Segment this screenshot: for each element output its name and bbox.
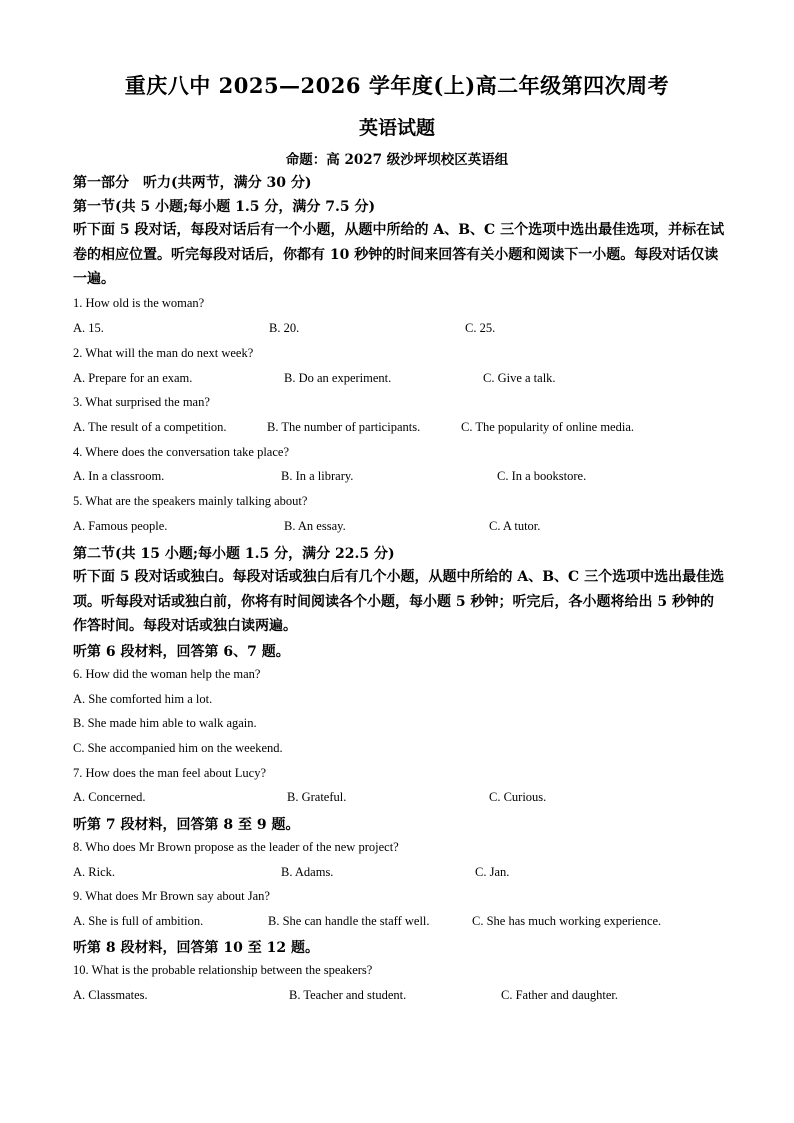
exam-subtitle: 英语试题 [358, 117, 435, 139]
q3-option-b: B. The number of participants. [267, 420, 421, 434]
exam-author: 命题：高 2027 级沙坪坝校区英语组 [285, 152, 509, 168]
part1-heading: 第一部分 听力(共两节，满分 30 分) [73, 175, 312, 191]
q9-option-a: A. She is full of ambition. [73, 914, 204, 928]
q8-option-a: A. Rick. [73, 865, 116, 879]
group-6-heading: 听第 6 段材料，回答第 6、7 题。 [73, 644, 290, 660]
q1-option-a: A. 15. [73, 321, 104, 335]
q7-option-b: B. Grateful. [287, 790, 347, 804]
q10-option-b: B. Teacher and student. [289, 988, 407, 1002]
group-7-heading: 听第 7 段材料，回答第 8 至 9 题。 [73, 817, 300, 833]
q4-option-b: B. In a library. [281, 469, 354, 483]
section1-instructions: 听下面 5 段对话，每段对话后有一个小题，从题中所给的 A、B、C 三个选项中选出最佳选项，并标在试卷的相应位置。听完每段对话后，你都有 10 秒钟的时间来回答有关小题和阅读下一小题。每段对话仅读一遍。 [73, 222, 725, 287]
q1-option-c: C. 25. [465, 321, 496, 335]
question-3: 3. What surprised the man? [73, 395, 210, 409]
q9-option-b: B. She can handle the staff well. [268, 914, 430, 928]
question-1: 1. How old is the woman? [73, 296, 205, 310]
q1-option-b: B. 20. [269, 321, 300, 335]
q6-option-b: B. She made him able to walk again. [73, 716, 257, 730]
q5-option-b: B. An essay. [284, 519, 346, 533]
q6-option-a: A. She comforted him a lot. [73, 692, 213, 706]
q2-option-a: A. Prepare for an exam. [73, 371, 193, 385]
q2-option-b: B. Do an experiment. [284, 371, 392, 385]
section2-instructions: 听下面 5 段对话或独白。每段对话或独白后有几个小题，从题中所给的 A、B、C 三个选项中选出最佳选项。听每段对话或独白前，你将有时间阅读各个小题，每小题 5 秒钟；听完后，各小题将给出 5 秒钟的作答时间。每段对话或独白读两遍。 [73, 569, 725, 634]
q6-option-c: C. She accompanied him on the weekend. [73, 741, 283, 755]
question-6: 6. How did the woman help the man? [73, 667, 261, 681]
question-5: 5. What are the speakers mainly talking about? [73, 494, 308, 508]
question-8: 8. Who does Mr Brown propose as the leader of the new project? [73, 840, 399, 854]
question-2: 2. What will the man do next week? [73, 346, 254, 360]
q9-option-c: C. She has much working experience. [472, 914, 662, 928]
question-4: 4. Where does the conversation take place? [73, 445, 289, 459]
question-10: 10. What is the probable relationship between the speakers? [73, 963, 373, 977]
q4-option-c: C. In a bookstore. [497, 469, 587, 483]
q3-option-a: A. The result of a competition. [73, 420, 227, 434]
q7-option-c: C. Curious. [489, 790, 547, 804]
section1-heading: 第一节(共 5 小题;每小题 1.5 分，满分 7.5 分) [73, 199, 376, 215]
q8-option-c: C. Jan. [475, 865, 510, 879]
q7-option-a: A. Concerned. [73, 790, 146, 804]
q8-option-b: B. Adams. [281, 865, 334, 879]
exam-title: 重庆八中 2025—2026 学年度(上)高二年级第四次周考 [124, 73, 670, 98]
question-7: 7. How does the man feel about Lucy? [73, 766, 266, 780]
q3-option-c: C. The popularity of online media. [461, 420, 634, 434]
q5-option-c: C. A tutor. [489, 519, 541, 533]
q5-option-a: A. Famous people. [73, 519, 168, 533]
q10-option-a: A. Classmates. [73, 988, 148, 1002]
q10-option-c: C. Father and daughter. [501, 988, 618, 1002]
q2-option-c: C. Give a talk. [483, 371, 556, 385]
question-9: 9. What does Mr Brown say about Jan? [73, 889, 270, 903]
group-8-heading: 听第 8 段材料，回答第 10 至 12 题。 [73, 940, 319, 956]
section2-heading: 第二节(共 15 小题;每小题 1.5 分，满分 22.5 分) [73, 546, 395, 562]
q4-option-a: A. In a classroom. [73, 469, 165, 483]
